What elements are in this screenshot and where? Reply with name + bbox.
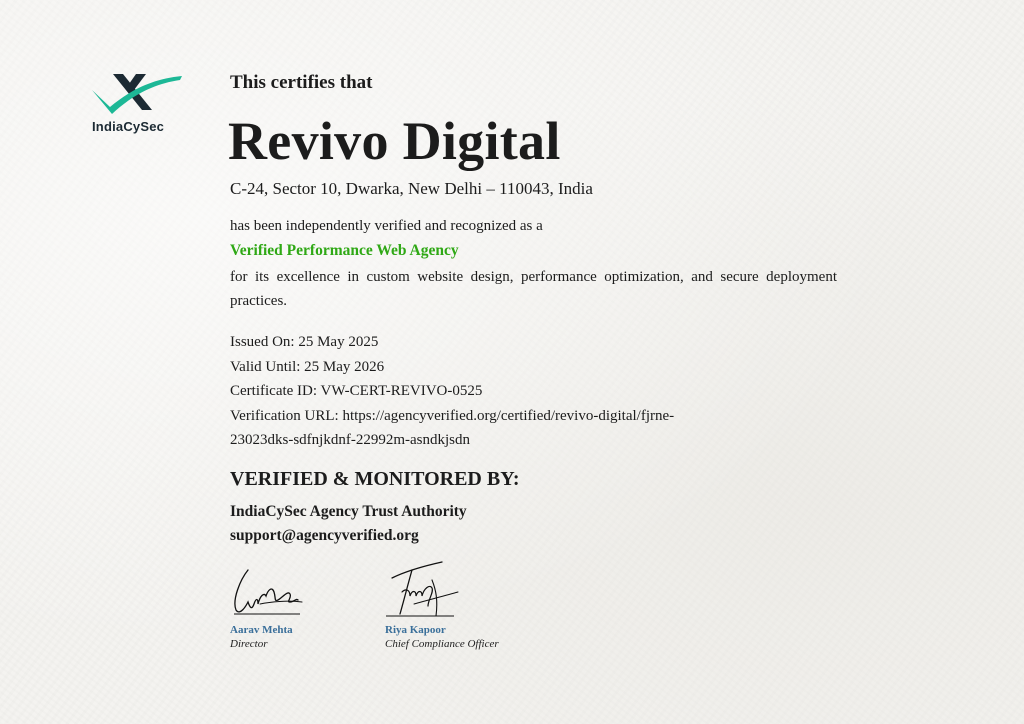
signatory-title: Chief Compliance Officer <box>385 638 499 650</box>
recipient-name: Revivo Digital <box>228 111 561 171</box>
verifier-block <box>230 500 467 548</box>
verification-url-line-2: 23023dks-sdfnjkdnf-22992m-asndkjsdn <box>230 432 470 448</box>
excellence-text: for its excellence in custom website design, performance optimization, and secure deployment practices. <box>230 269 837 309</box>
logo-text: IndiaCySec <box>92 119 165 134</box>
verifier-authority: IndiaCySec Agency Trust Authority <box>230 503 467 520</box>
signatory-name: Riya Kapoor <box>385 624 446 636</box>
logo-mark-icon <box>88 70 188 116</box>
recognition-title: Verified Performance Web Agency <box>230 242 459 259</box>
verifier-email: support@agencyverified.org <box>230 527 419 544</box>
verification-url-line-1: Verification URL: https://agencyverified.org/certified/revivo-digital/fjrne- <box>230 407 675 424</box>
certificate-details <box>230 330 674 453</box>
signature-riya-kapoor <box>384 560 464 624</box>
indiacysec-logo <box>88 70 188 134</box>
signature-aarav-mehta <box>230 562 310 622</box>
verifier-heading: VERIFIED & MONITORED BY: <box>230 468 520 490</box>
valid-until: Valid Until: 25 May 2026 <box>230 358 385 375</box>
signatory-title: Director <box>230 638 268 650</box>
recipient-address: C-24, Sector 10, Dwarka, New Delhi – 110043, India <box>230 179 593 198</box>
intro-line: This certifies that <box>230 72 373 93</box>
recognition-line: has been independently verified and recognized as a <box>230 218 543 234</box>
issued-on: Issued On: 25 May 2025 <box>230 334 379 350</box>
signatory-name: Aarav Mehta <box>230 624 293 636</box>
certificate-id: Certificate ID: VW-CERT-REVIVO-0525 <box>230 383 483 399</box>
